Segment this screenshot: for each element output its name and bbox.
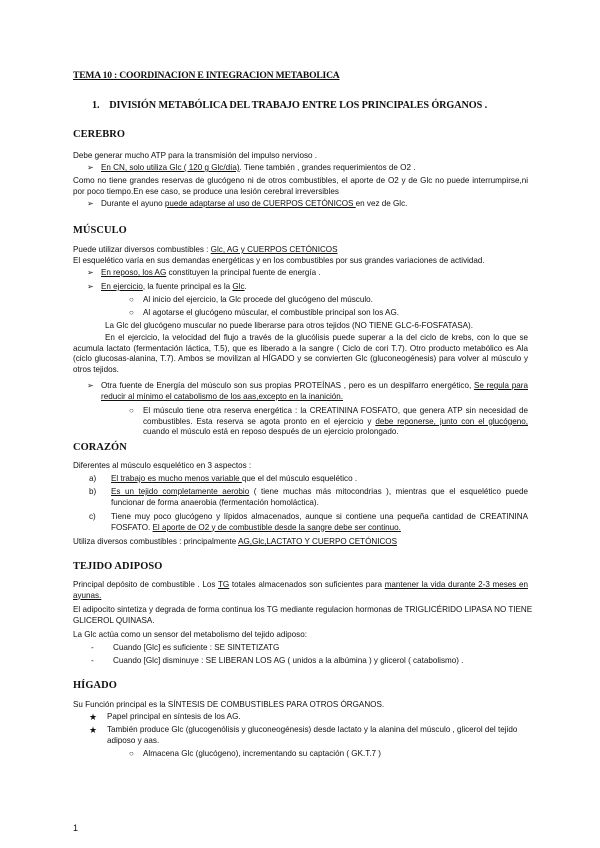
higado-paragraph-1: Su Función principal es la SÍNTESIS DE COMBUSTIBLES PARA OTROS ÓRGANOS. <box>73 700 385 709</box>
arrow-bullet-icon: ➢ <box>87 199 94 208</box>
line-text: Utiliza diversos combustibles : principalmente <box>73 537 239 546</box>
underlined-text: El trabajo es mucho menos variable <box>111 474 242 483</box>
line-text: Puede utilizar diversos combustibles : <box>73 245 211 254</box>
adiposo-dash-item-2 <box>73 656 528 667</box>
cerebro-bullet-2 <box>73 199 528 210</box>
circle-bullet-icon: ○ <box>129 749 134 758</box>
subitem-text: cuando el músculo está en reposo después de un ejercicio prolongado. <box>143 427 399 437</box>
item-text: ( tiene muchas más mitocondrias ), mientras que el esquelético puede funcionar de forma anaerobia (fermentación homoláctica). <box>111 487 528 507</box>
item-text: Cuando [Glc] disminuye : SE LIBERAN LOS AG ( unidos a la albúmina ) y glicerol ( catabolismo) . <box>113 656 464 665</box>
musculo-subitem-1 <box>129 295 529 306</box>
arrow-bullet-icon: ➢ <box>87 282 94 291</box>
star-bullet-icon: ★ <box>89 712 98 722</box>
arrow-bullet-icon: ➢ <box>87 268 94 277</box>
adiposo-paragraph-2: El adipocito sintetiza y degrada de forma continua los TG mediante regulacion hormonas de TRIGLICÉRIDO LIPASA NO TIENE GLICEROL QUINASA. <box>73 605 533 625</box>
circle-bullet-icon: ○ <box>129 406 134 415</box>
cerebro-paragraph-1: Debe generar mucho ATP para la transmisión del impulso nervioso . <box>73 151 317 160</box>
subitem-text: Almacena Glc (glucógeno), incrementando su captación ( GK.T.7 ) <box>143 749 381 758</box>
list-label: b) <box>89 487 97 496</box>
heading-higado: HÍGADO <box>73 680 117 691</box>
subitem-text: Al agotarse el glucógeno múscular, el combustible principal son los AG. <box>143 308 399 317</box>
corazon-item-c <box>89 512 528 533</box>
musculo-subitem-3 <box>129 406 528 438</box>
star-bullet-icon: ★ <box>89 725 98 735</box>
underlined-text: En ejercicio <box>101 282 143 291</box>
higado-subitem-1 <box>129 749 528 760</box>
cerebro-bullet-1 <box>73 163 528 174</box>
page-number: 1 <box>73 823 79 833</box>
musculo-subitem-2 <box>129 308 529 319</box>
section-heading <box>92 101 487 112</box>
heading-tejido-adiposo: TEJIDO ADIPOSO <box>73 561 163 572</box>
underlined-text: El aporte de O2 y de combustible desde la sangre debe ser continuo. <box>152 522 401 532</box>
cerebro-paragraph-2: Como no tiene grandes reservas de glucógeno ni de otros combustibles, el aporte de O2 y de Glc no puede interrumpirse,ni por poco tiempo.En ese caso, se produce una lesión cerebral irreversibles <box>73 176 528 196</box>
corazon-intro: Diferentes al músculo esquelético en 3 aspectos : <box>73 461 252 470</box>
musculo-bullet-1 <box>73 268 528 279</box>
underlined-text: debe reponerse, junto con el glucógeno, <box>375 416 528 426</box>
list-label: c) <box>89 512 96 521</box>
subitem-text: El músculo tiene otra reserva energética : la CREATININA FOSFATO, que genera ATP sin necesidad de combustibles. Esta reserva se agota pronto en el ejercicio y <box>143 406 528 426</box>
adiposo-paragraph-1 <box>73 580 528 601</box>
section-title: DIVISIÓN METABÓLICA DEL TRABAJO ENTRE LOS PRINCIPALES ÓRGANOS . <box>109 100 488 111</box>
section-number: 1. <box>92 100 100 111</box>
item-text: que el del músculo esquelético . <box>241 474 358 483</box>
subitem-text: Al inicio del ejercicio, la Glc procede del glucógeno del músculo. <box>143 295 373 304</box>
heading-musculo: MÚSCULO <box>73 225 127 236</box>
underlined-text: En CN, solo utiliza Glc ( 120 g Glc/día) <box>101 163 240 172</box>
underlined-text: Es un tejido completamente aerobio <box>111 487 250 496</box>
line-text: totales almacenados son suficientes para <box>229 580 385 589</box>
corazon-item-a <box>89 474 528 485</box>
bullet-text: constituyen la principal fuente de energía . <box>166 268 321 277</box>
underlined-text: Glc <box>232 282 245 291</box>
higado-star-item-2 <box>89 725 534 746</box>
heading-corazon: CORAZÓN <box>73 442 127 453</box>
circle-bullet-icon: ○ <box>129 308 134 317</box>
bullet-text: en vez de Glc. <box>355 199 408 208</box>
item-text: También produce Glc (glucogenólisis y gluconeogénesis) desde lactato y la alanina del músculo , glicerol del tejido adiposo y aas. <box>107 725 518 745</box>
underlined-text: Glc, AG y CUERPOS CETÓNICOS <box>210 245 338 254</box>
musculo-bullet-2 <box>73 282 528 293</box>
underlined-text: Se regula para reducir al mínimo el catabolismo de los aas,excepto en la inanición. <box>101 381 528 401</box>
bullet-text: Durante el ayuno <box>101 199 165 208</box>
line-text: Principal depósito de combustible . Los <box>73 580 218 589</box>
dash-bullet-icon: - <box>91 643 94 652</box>
document-title: TEMA 10 : COORDINACION E INTEGRACION METABOLICA <box>73 70 340 81</box>
underlined-text: AG,Glc,LACTATO Y CUERPO CETÓNICOS <box>238 537 397 546</box>
adiposo-paragraph-3: La Glc actúa como un sensor del metabolismo del tejido adiposo: <box>73 630 307 639</box>
dash-bullet-icon: - <box>91 656 94 665</box>
arrow-bullet-icon: ➢ <box>87 381 94 390</box>
underlined-text: TG <box>217 580 230 589</box>
item-text: Cuando [Glc] es suficiente : SE SINTETIZATG <box>113 643 280 652</box>
item-text: Papel principal en síntesis de los AG. <box>107 712 241 721</box>
corazon-fuel-line <box>73 537 528 548</box>
musculo-line-1 <box>73 245 528 256</box>
bullet-text: . Tiene también , grandes requerimientos de O2 . <box>239 163 416 172</box>
underlined-text: En reposo, los AG <box>101 268 167 277</box>
underlined-text: puede adaptarse al uso de CUERPOS CETÓNICOS <box>164 199 356 208</box>
underlined-text: mantener la vida durante 2-3 meses en ayunas. <box>73 580 528 600</box>
bullet-text: , la fuente principal es la <box>142 282 233 291</box>
musculo-line-2: El esquelético varía en sus demandas energéticas y en los combustibles por sus grandes variaciones de actividad. <box>73 256 485 265</box>
musculo-bullet-3 <box>73 381 528 402</box>
item-text: Tiene muy poco glucógeno y lípidos almacenados, aunque si contiene una pequeña cantidad de CREATININA FOSFATO. <box>111 512 528 532</box>
bullet-text: Otra fuente de Energía del músculo son sus propias PROTEÍNAS , pero es un despilfarro energético, <box>101 381 474 390</box>
corazon-item-b <box>89 487 528 508</box>
arrow-bullet-icon: ➢ <box>87 163 94 172</box>
circle-bullet-icon: ○ <box>129 295 134 304</box>
higado-star-item-1 <box>89 712 528 723</box>
list-label: a) <box>89 474 97 483</box>
adiposo-dash-item-1 <box>73 643 528 654</box>
bullet-text: . <box>244 282 247 291</box>
musculo-line-3: La Glc del glucógeno muscular no puede liberarse para otros tejidos (NO TIENE GLC-6-FOSFATASA). <box>105 321 473 330</box>
heading-cerebro: CEREBRO <box>73 129 126 140</box>
musculo-paragraph-4: En el ejercicio, la velocidad del flujo a través de la glucólisis puede superar a la del ciclo de krebs, con lo que se acumula lactato (fermentación láctica, T.5), que es liberado a la sangre ( Ciclo de cori T.7). Otro producto metabólico es Ala (ciclo glucosas-alanina, T.7). Ambos se movilizan al HÍGADO y se convierten Glc (gluconeogénesis) para volver al músculo y otros tejidos. <box>73 333 528 374</box>
